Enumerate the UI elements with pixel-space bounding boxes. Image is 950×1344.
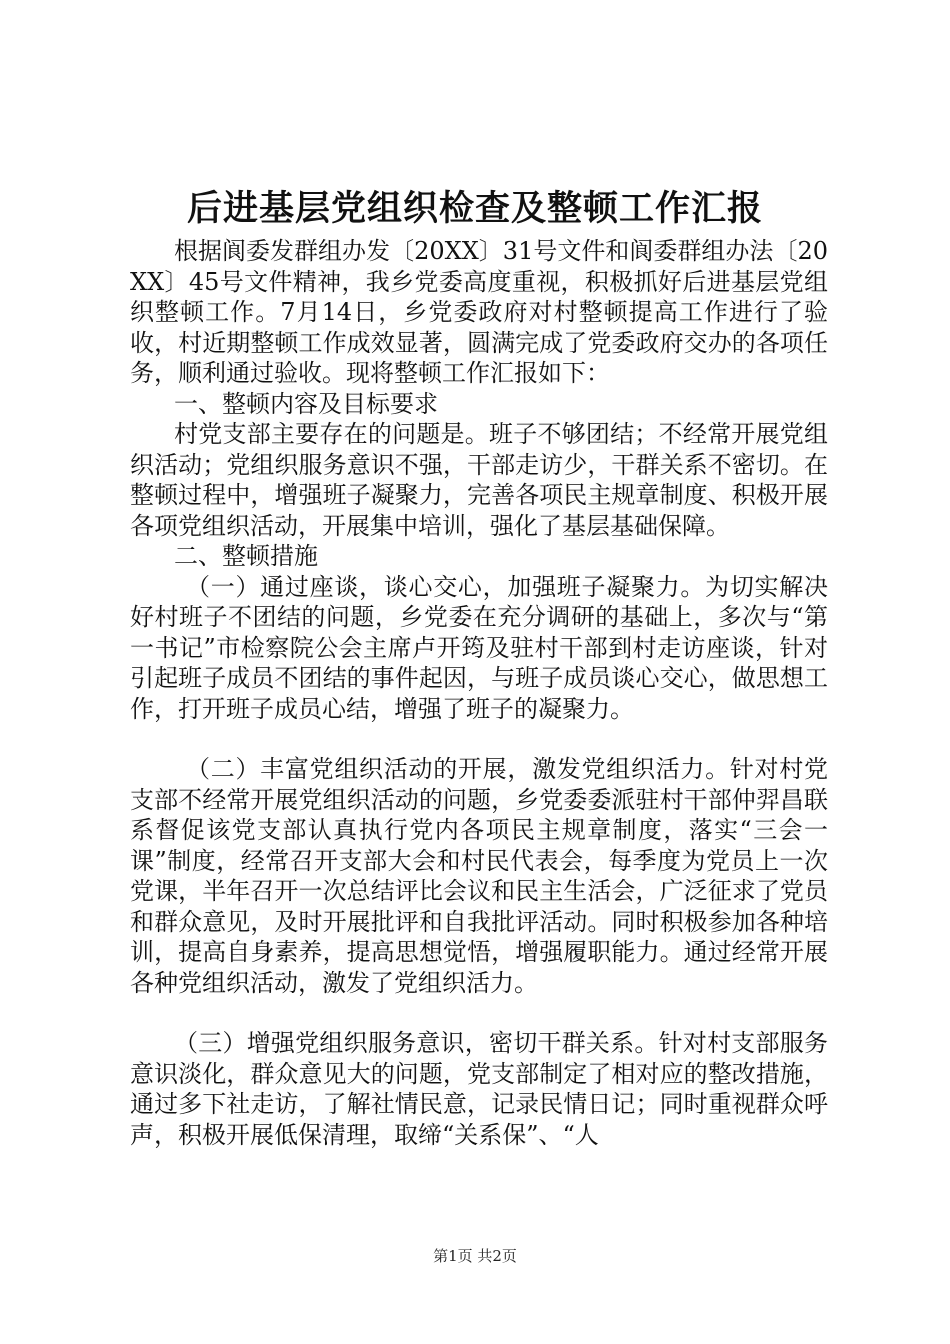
section-heading-1: 一、整顿内容及目标要求 xyxy=(174,389,438,418)
problems-paragraph: 村党支部主要存在的问题是。班子不够团结；不经常开展党组织活动；党组织服务意识不强，干部走访少，干群关系不密切。在整顿过程中，增强班子凝聚力，完善各项民主规章制度、积极开展各项党组织活动，开展集中培训，强化了基层基础保障。 xyxy=(130,420,828,540)
document-body xyxy=(130,236,828,1150)
document-title: 后进基层党组织检查及整顿工作汇报 xyxy=(186,188,763,229)
measure-paragraph-3: （三）增强党组织服务意识，密切干群关系。针对村支部服务意识淡化，群众意见大的问题，党支部制定了相对应的整改措施，通过多下社走访，了解社情民意，记录民情日记；同时重视群众呼声，积极开展低保清理，取缔“关系保”、“人 xyxy=(130,1029,828,1149)
measure-paragraph-2: （二）丰富党组织活动的开展，激发党组织活力。针对村党支部不经常开展党组织活动的问题，乡党委委派驻村干部仲羿昌联系督促该党支部认真执行党内各项民主规章制度，落实“三会一课”制度，经常召开支部大会和村民代表会，每季度为党员上一次党课，半年召开一次总结评比会议和民主生活会，广泛征求了党员和群众意见，及时开展批评和自我批评活动。同时积极参加各种培训，提高自身素养，提高思想觉悟，增强履职能力。通过经常开展各种党组织活动，激发了党组织活力。 xyxy=(130,755,828,997)
measure-paragraph-1: （一）通过座谈，谈心交心，加强班子凝聚力。为切实解决好村班子不团结的问题，乡党委在充分调研的基础上，多次与“第一书记”市检察院公会主席卢开筠及驻村干部到村走访座谈，针对引起班子成员不团结的事件起因，与班子成员谈心交心，做思想工作，打开班子成员心结，增强了班子的凝聚力。 xyxy=(130,572,828,723)
intro-paragraph: 根据阆委发群组办发〔20XX〕31号文件和阆委群组办法〔20XX〕45号文件精神，我乡党委高度重视，积极抓好后进基层党组织整顿工作。7月14日，乡党委政府对村整顿提高工作进行了验收，村近期整顿工作成效显著，圆满完成了党委政府交办的各项任务，顺利通过验收。现将整顿工作汇报如下： xyxy=(130,237,828,387)
page-footer: 第1页 共2页 xyxy=(433,1247,517,1265)
section-heading-2: 二、整顿措施 xyxy=(174,542,318,570)
